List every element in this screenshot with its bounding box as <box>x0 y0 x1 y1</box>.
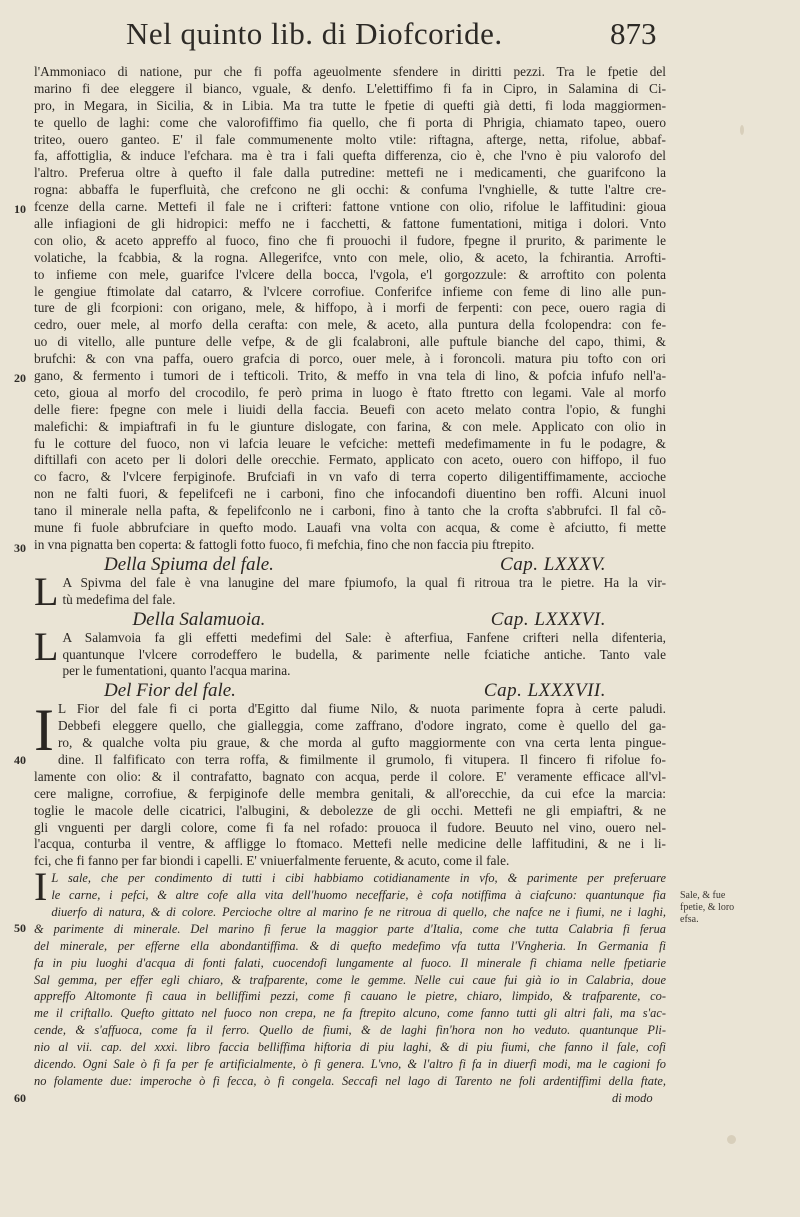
text-line: pro, in Megara, in Sicilia, & in Libia. Ma tra tutte le fpetie di quefti già detti, fi loda maggiormen- <box>34 97 666 113</box>
text-line: ro, & qualche volta piu graue, & che morda al gufto maggiormente con vna certa lenta pingue- <box>57 735 666 751</box>
text-line: ceto, gioua al morfo del crocodilo, fe però prima in luogo è ftato ftretto con legami. Vale al morfo <box>34 384 666 400</box>
text-line: l'acqua, conturba il ventre, & affligge lo ftomaco. Mettefi nelle medicine delle laffitudini, & ne i li- <box>34 836 666 852</box>
text-line: to infieme con mele, guarifce l'vlcere della bocca, l'vgola, e'l gorgozzule: & arroftito con polenta <box>34 266 666 282</box>
line-number: 30 <box>14 541 26 555</box>
drop-cap: L <box>34 568 59 614</box>
page-body <box>34 64 666 1090</box>
text-line: triteo, ouero ganteo. E' il fale commumenente molto vtile: riftagna, afterge, netta, rifolue, abbaf- <box>34 131 666 147</box>
drop-cap: I <box>34 864 48 910</box>
text-line: me il criftallo. Quefto gittato nel fuoco non crepa, ne fa ftrepito alcuno, come fanno tutti gli altri fali, ma s'ac- <box>34 1006 666 1021</box>
line-number: 50 <box>14 921 26 935</box>
chapter-heading-87 <box>34 680 666 701</box>
text-line: l'altro. Preferua oltre à quefto il fale dalla putredine: mettefi ne i medicamenti, che guarifcono la <box>34 165 666 181</box>
text-line: l'Ammoniaco di natione, pur che fi poffa ageuolmente sfendere in diritti pezzi. Tra le fpetie del <box>34 64 666 79</box>
chapter-title: Del Fior del fale. <box>104 680 236 702</box>
text-line: Sal gemma, per effer egli chiaro, & trafparente, come le gemme. Nelle cui caue fui già io in Calabria, doue <box>34 972 666 987</box>
text-line: & parimente di minerale. Del marino fi ferue la maggior parte d'Italia, come che tutta Calabria fi ferua <box>34 921 666 936</box>
text-line: le gengiue ftimolate dal catarro, & l'vlcere corrofiue. Conferifce infieme con feme di lino alle pun- <box>34 283 666 299</box>
text-line: del minerale, per efferne ella abondantiffima. & di quefto medefimo vfa tutta l'Vngheria. In Germania fi <box>34 938 666 953</box>
paragraph-spiuma <box>34 568 666 614</box>
text-line: cende, & s'affuoca, come fa il ferro. Quello de fiumi, & de laghi fin'hora non ho veduto. quantunque Pli- <box>34 1023 666 1038</box>
chapter-title: Della Salamuoia. <box>132 608 266 630</box>
page-header <box>0 0 800 70</box>
text-line: gli vnguenti per dargli colore, come fi fa nel rofado: prouoca il fudore. Beuuto nel vino, ouero nel- <box>34 819 666 835</box>
text-line: A Spivma del fale è vna lanugine del mare fpiumofo, la qual fi ritroua tra le pietre. Ha la vir- <box>62 574 666 590</box>
text-line: non ne falti fuori, & fepelifcefi ne i carboni, fino che infocandofi diuentino ben roffi. Alcuni inuol <box>34 486 666 502</box>
text-line: in vna pignatta ben coperta: & fattogli fotto fuoco, fi mefchia, fino che non faccia piu ftrepito. <box>34 536 535 552</box>
margin-note: Sale, & fue fpetie, & loro efsa. <box>680 890 735 925</box>
paragraph-fior-del-sale <box>34 697 666 870</box>
text-line: dine. Il falfificato con terra roffa, & fimilmente il grumolo, fi vitupera. Il fincero fi rifolue fo- <box>57 751 666 767</box>
line-number: 40 <box>14 753 26 767</box>
text-line: alle infiagioni de gli hidropici: meffo ne i facchetti, & fattone fumentationi, mitiga i dolori. Vnto <box>34 216 666 232</box>
text-line: gano, & fermento i tumori de i tefticoli. Trito, & meffo in vna tela di lino, & pofcia infufo nell'a- <box>34 368 666 384</box>
text-line: fa in piu luoghi d'acqua di fonti falati, cuocendofi lungamente al fuoco. Il minerale fi chiama nelle fpetiarie <box>34 955 666 970</box>
chapter-number: Cap. LXXXV. <box>500 553 606 575</box>
chapter-heading-85 <box>34 554 666 575</box>
catchword: di modo <box>612 1091 653 1105</box>
text-line: fu le cotture del fuoco, non vi lafcia leuare le vefciche: mettefi medefimamente in fu le podagre, & <box>34 435 666 451</box>
text-line: volatiche, la fcabbia, & la rogna. Allegerifce, vnto con mele, olio, & aceto, la fchirantia. Arrofti- <box>34 249 666 265</box>
text-line: con olio, & aceto appreffo al fuoco, fino che fi prouochi il fudore, fpegne il prurito, & parimente le <box>34 232 666 248</box>
commentary <box>34 864 666 1090</box>
text-line: mune fi fuole abbrufciare in quefto modo. Lauafi vna volta con acqua, & come è afciutto, fi mette <box>34 520 666 536</box>
text-line: fa, affottiglia, & induce l'efchara. ma è tra i fali quefta differenza, cio è, che l'vno è piu valorofo del <box>34 148 666 164</box>
text-line: cere maligne, corrofiue, & ferpiginofe delle membra genitali, & all'orecchie, da cui efce la marcia: <box>34 785 666 801</box>
chapter-number: Cap. LXXXVI. <box>490 608 606 630</box>
text-line: toglie le macole delle cicatrici, l'albugini, & debolezze de gli occhi. Mettefi ne gli empiaftri, & ne <box>34 802 666 818</box>
drop-cap: L <box>34 623 59 669</box>
line-number: 20 <box>14 371 26 385</box>
text-line: fci, che fi fanno per far biondi i capelli. E' vniuerfalmente feruente, & acuto, come il fale. <box>34 853 510 869</box>
chapter-title: Della Spiuma del fale. <box>104 553 274 575</box>
text-line: per le fumentationi, quanto l'acqua marina. <box>62 663 291 679</box>
text-line: le carne, i pefci, & altre cofe alla vita dell'huomo neceffarie, è cofa notiffima à ciafcuno: quantunque fia <box>51 888 666 903</box>
text-line: L Fior del fale fi ci porta d'Egitto dal fiume Nilo, & nuota parimente fopra à certe paludi. <box>57 701 666 717</box>
text-line: te quello de laghi: come che valorofiffimo fia quello, che fi porta di Phrigia, chiamato tapeo, ouero <box>34 114 666 130</box>
text-line: Debbefi eleggere quello, che gialleggia, come zaffrano, d'odore ingrato, come è quello del ga- <box>57 718 666 734</box>
text-line: quantunque l'vlcere corrodeffero le budella, & parimente nelle fciatiche antiche. Tanto vale <box>62 646 666 662</box>
text-line: malefichi: & impiaftrafi in fu le giunture dislogate, con farina, & con mele. Applicato con olio in <box>34 418 666 434</box>
text-line: marino fi dee eleggere il bianco, vguale, & denfo. L'elettiffimo fi fa in Cipro, in Salamina di Ci- <box>34 80 666 96</box>
running-head: Nel quinto lib. di Diofcoride. <box>126 16 503 51</box>
text-line: co facro, & l'vlcere ferpiginofe. Brufciafi in vn vafo di terra coperto diligentiffimamente, accioche <box>34 469 666 485</box>
paragraph-salamuoia <box>34 623 666 681</box>
page-number: 873 <box>610 16 657 51</box>
text-line: diuerfo di natura, & di colore. Percioche oltre al marino fe ne ritroua di quello, che nafce ne i fiumi, ne i laghi, <box>51 904 666 919</box>
text-line: uo di vitello, alle punture delle vefpe, & de gli fcalabroni, alle puftule bianche del capo, thimi, & <box>34 334 666 350</box>
paragraph-salt <box>34 64 666 554</box>
ink-stain <box>727 1135 736 1144</box>
text-line: cedro, ouer mele, al morfo della cerafta: con mele, & aceto, alla puntura della fcolopendra: con fe- <box>34 317 666 333</box>
line-number: 10 <box>14 202 26 216</box>
text-line: ture de gli fcorpioni: con origano, mele, & hiffopo, à i morfi de ferpenti: con pece, ouero ragia di <box>34 300 666 316</box>
ink-stain <box>740 125 744 135</box>
text-line: fcenze della carne. Mettefi il fale ne i crifteri: fattone vntione con olio, rifolue le laffitudini: gioua <box>34 199 666 215</box>
text-line: no folamente due: imperoche ò fi fecca, ò fi congela. Seccafi nel lago di Tarento ne foli ardentiffimi della ftate, <box>34 1073 666 1088</box>
text-line: rogna: abbaffa le fuperfluità, che crefcono ne gli occhi: & confuma l'vnghielle, & tutte l'altre cre- <box>34 182 666 198</box>
line-number: 60 <box>14 1091 26 1105</box>
text-line: tano il minerale nella pafta, & fepelifconlo ne i carboni, fino à tanto che la crofta s'abbrufci. Il fal cõ- <box>34 503 666 519</box>
drop-cap: I <box>34 697 54 764</box>
text-line: delle fiere: fpegne con mele i liuidi della faccia. Beuefi con aceto melato contra l'opio, & funghi <box>34 401 666 417</box>
text-line: L sale, che per condimento di tutti i cibi habbiamo cotidianamente in vfo, & parimente per preferuare <box>51 871 666 886</box>
text-line: A Salamvoia fa gli effetti medefimi del Sale: è afterfiua, Fanfene crifteri nella difenteria, <box>62 629 666 645</box>
text-line: nio al vii. cap. del xxxi. libro faccia belliffima hiftoria di piu laghi, & di piu fiumi, che fanno il fale, cofi <box>34 1040 666 1055</box>
chapter-heading-86 <box>62 609 666 630</box>
text-line: lamente con olio: & il contrafatto, bagnato con acqua, perde il colore. E' veramente efficace all'vl- <box>34 768 666 784</box>
text-line: diftillafi con aceto per li dolori delle orecchie. Fermato, applicato con aceto, ouero con hiffopo, il fuo <box>34 452 666 468</box>
text-line: brufchi: & con vna paffa, ouero grafcia di porco, ouer mele, à i foroncoli. matura piu tofto con ori <box>34 351 666 367</box>
text-line: dicendo. Ogni Sale ò fi fa per fe artificialmente, ò fi genera. L'vno, & l'altro fi fa in diuerfi modi, ma le cagioni fo <box>34 1056 666 1071</box>
text-line: tù medefima del fale. <box>62 591 176 607</box>
chapter-number: Cap. LXXXVII. <box>483 680 606 702</box>
text-line: appreffo Altomonte fi caua in belliffimi pezzi, come fi cauano le pietre, chiaro, limpido, & trafparente, co- <box>34 989 666 1004</box>
